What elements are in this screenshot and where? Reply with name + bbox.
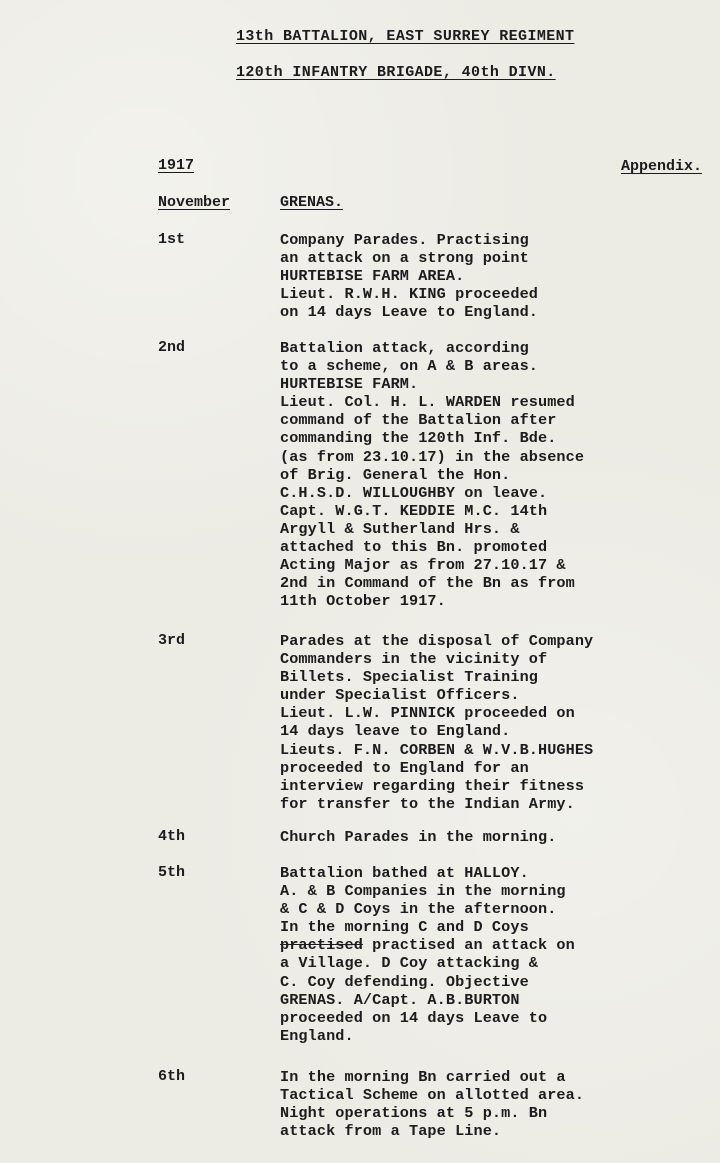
place-label: GRENAS. <box>280 194 344 211</box>
entry-line: Lieut. L.W. PINNICK proceeded on <box>280 704 575 723</box>
entry-text <box>280 1068 584 1140</box>
entry-line: interview regarding their fitness <box>280 776 585 795</box>
entry-line: of Brig. General the Hon. <box>280 465 511 484</box>
entry-line: 2nd in Command of the Bn as from <box>280 574 575 593</box>
entry-line: Acting Major as from 27.10.17 & <box>280 556 566 575</box>
entry-line: HURTEBISE FARM AREA. <box>280 267 465 286</box>
entry-day: 6th <box>158 1068 186 1085</box>
entry-line: proceeded to England for an <box>280 758 529 777</box>
entry-line: C.H.S.D. WILLOUGHBY on leave. <box>280 483 548 502</box>
entry-line: 14 days leave to England. <box>280 722 511 741</box>
entry-line: HURTEBISE FARM. <box>280 375 419 394</box>
entry-line: for transfer to the Indian Army. <box>280 794 575 813</box>
entry-line: GRENAS. A/Capt. A.B.BURTON <box>280 990 520 1009</box>
entry-line: & C & D Coys in the afternoon. <box>280 900 557 919</box>
year-label: 1917 <box>158 157 195 174</box>
entry-line: Lieut. Col. H. L. WARDEN resumed <box>280 393 575 412</box>
entry-line: (as from 23.10.17) in the absence <box>280 447 585 466</box>
entry-line strike-line: practised practised an attack on <box>280 936 575 955</box>
entry-day: 4th <box>158 828 186 845</box>
entry-line: attached to this Bn. promoted <box>280 538 548 557</box>
entry-line: A. & B Companies in the morning <box>280 882 566 901</box>
brigade-heading: 120th INFANTRY BRIGADE, 40th DIVN. <box>236 64 556 81</box>
entry-day: 2nd <box>158 339 186 356</box>
entry-line: an attack on a strong point <box>280 249 529 268</box>
entry-line: attack from a Tape Line. <box>280 1122 502 1141</box>
entry-line: Church Parades in the morning. <box>280 828 557 846</box>
entry-line: In the morning C and D Coys <box>280 918 529 937</box>
entry-line: Night operations at 5 p.m. Bn <box>280 1104 548 1123</box>
entry-line: Battalion attack, according <box>280 339 529 357</box>
entry-line: Commanders in the vicinity of <box>280 650 548 669</box>
entry-day: 5th <box>158 864 186 881</box>
entry-line: Lieut. R.W.H. KING proceeded <box>280 285 538 304</box>
entry-line: to a scheme, on A & B areas. <box>280 357 538 376</box>
entry-line: Battalion bathed at HALLOY. <box>280 864 529 882</box>
entry-day: 1st <box>158 231 186 248</box>
entry-line: a Village. D Coy attacking & <box>280 954 538 973</box>
entry-text <box>280 864 575 1045</box>
struck-word: practised <box>280 936 363 955</box>
entry-line: under Specialist Officers. <box>280 686 520 705</box>
entry-line: proceeded on 14 days Leave to <box>280 1008 548 1027</box>
entry-line: Company Parades. Practising <box>280 231 529 249</box>
entry-line: on 14 days Leave to England. <box>280 303 538 322</box>
entry-line: Argyll & Sutherland Hrs. & <box>280 519 520 538</box>
entry-line: command of the Battalion after <box>280 411 557 430</box>
entry-line: C. Coy defending. Objective <box>280 972 529 991</box>
entry-line: Lieuts. F.N. CORBEN & W.V.B.HUGHES <box>280 740 594 759</box>
entry-text <box>280 231 538 321</box>
battalion-heading: 13th BATTALION, EAST SURREY REGIMENT <box>236 28 575 45</box>
entry-day: 3rd <box>158 632 186 649</box>
entry-text <box>280 828 556 846</box>
entry-line: In the morning Bn carried out a <box>280 1068 566 1086</box>
entry-line: 11th October 1917. <box>280 592 446 611</box>
entry-line: Tactical Scheme on allotted area. <box>280 1086 585 1105</box>
entry-line: Capt. W.G.T. KEDDIE M.C. 14th <box>280 501 548 520</box>
appendix-label: Appendix. <box>620 158 702 175</box>
entry-line: commanding the 120th Inf. Bde. <box>280 429 557 448</box>
entry-text <box>280 339 584 610</box>
entry-line: Billets. Specialist Training <box>280 668 538 687</box>
entry-line: England. <box>280 1026 354 1045</box>
entry-line: Parades at the disposal of Company <box>280 632 594 650</box>
entry-text <box>280 632 593 813</box>
month-label: November <box>158 194 231 211</box>
